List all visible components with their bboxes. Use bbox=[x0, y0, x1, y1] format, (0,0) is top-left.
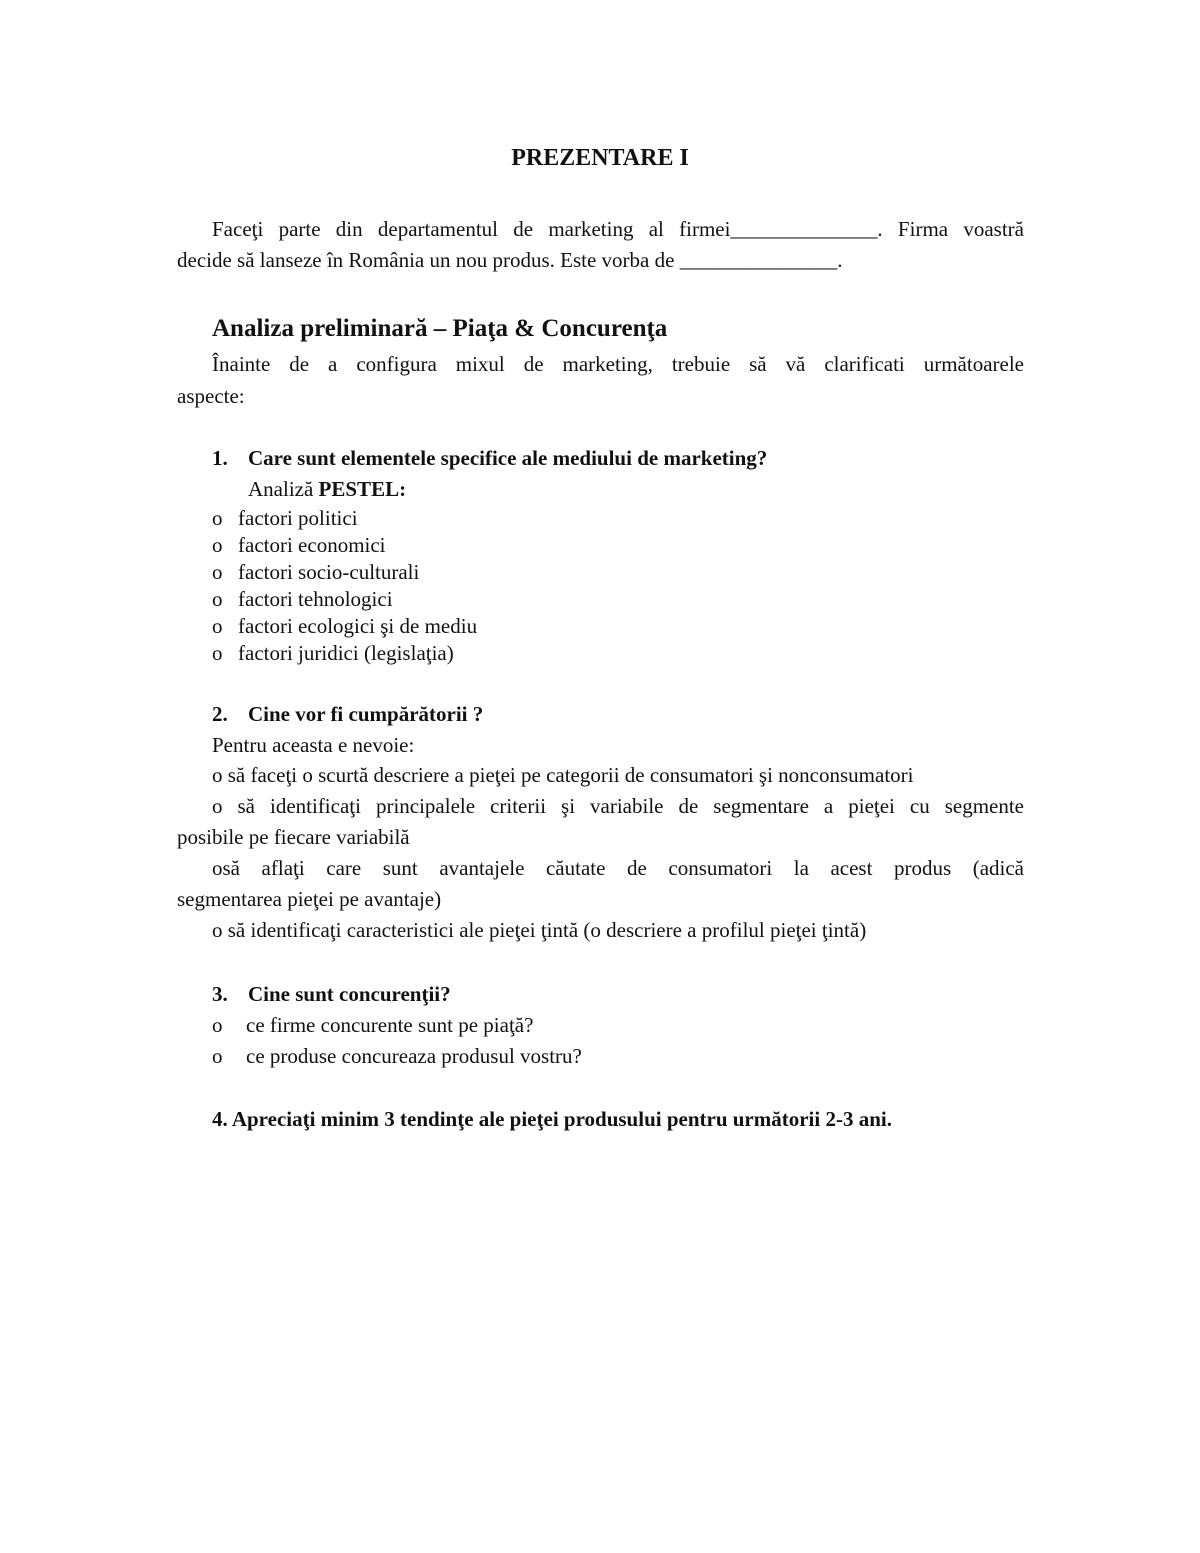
bullet-icon: o bbox=[212, 763, 223, 787]
bullet-icon: o bbox=[212, 533, 223, 557]
list-item bbox=[212, 641, 454, 666]
question-3 bbox=[212, 982, 451, 1007]
pestel-bold: PESTEL: bbox=[318, 477, 407, 501]
question-text: Cine sunt concurenţii? bbox=[248, 982, 451, 1006]
question-number: 1. bbox=[212, 446, 228, 470]
bullet-icon: o bbox=[212, 614, 223, 638]
list-item bbox=[212, 1044, 582, 1069]
list-item bbox=[212, 587, 393, 612]
list-item bbox=[212, 856, 1024, 881]
bullet-icon: o bbox=[212, 587, 223, 611]
pestel-prefix: Analiză bbox=[248, 477, 319, 501]
list-item-text: să identificaţi caracteristici ale pieţei ţintă (o descriere a profilul pieţei ţintă) bbox=[227, 918, 867, 942]
question-number: 3. bbox=[212, 982, 228, 1006]
list-item bbox=[212, 614, 477, 639]
list-item-text: factori ecologici şi de mediu bbox=[238, 614, 478, 638]
list-item bbox=[212, 918, 866, 943]
section-intro-line-1: Înainte de a configura mixul de marketing, trebuie să vă clarificati următoarele bbox=[212, 352, 1024, 376]
q2-intro: Pentru aceasta e nevoie: bbox=[212, 733, 415, 757]
bullet-icon: o bbox=[212, 506, 223, 530]
pestel-label bbox=[248, 477, 406, 502]
bullet-icon: o bbox=[212, 641, 223, 665]
question-4: 4. Apreciaţi minim 3 tendinţe ale pieţei produsului pentru următorii 2-3 ani. bbox=[212, 1107, 892, 1131]
intro-line-1: Faceţi parte din departamentul de marketing al firmei______________. Firma voastră bbox=[212, 217, 1024, 241]
list-item-text: ce produse concureaza produsul vostru? bbox=[246, 1044, 582, 1068]
question-number: 2. bbox=[212, 702, 228, 726]
intro-line-2: decide să lanseze în România un nou produs. Este vorba de _______________. bbox=[177, 248, 843, 272]
list-item-text: factori politici bbox=[238, 506, 358, 530]
question-2 bbox=[212, 702, 483, 727]
bullet-icon: o bbox=[212, 918, 223, 942]
bullet-icon: o bbox=[212, 1013, 223, 1037]
list-item bbox=[212, 560, 419, 585]
list-item-continuation: segmentarea pieţei pe avantaje) bbox=[177, 887, 442, 911]
bullet-icon: o bbox=[212, 560, 223, 584]
question-text: Care sunt elementele specifice ale mediului de marketing? bbox=[248, 446, 768, 470]
document-title: PREZENTARE I bbox=[511, 145, 689, 171]
list-item-text: factori economici bbox=[238, 533, 386, 557]
list-item-text: factori juridici (legislaţia) bbox=[238, 641, 454, 665]
section-heading: Analiza preliminară – Piaţa & Concurenţa bbox=[212, 315, 668, 342]
list-item-text: ce firme concurente sunt pe piaţă? bbox=[246, 1013, 534, 1037]
list-item-continuation: posibile pe fiecare variabilă bbox=[177, 825, 410, 849]
question-1 bbox=[212, 446, 767, 471]
bullet-icon: o bbox=[212, 1044, 223, 1068]
list-item bbox=[212, 533, 386, 558]
bullet-icon: o bbox=[212, 856, 223, 880]
list-item-text: factori tehnologici bbox=[238, 587, 393, 611]
question-text: Cine vor fi cumpărătorii ? bbox=[248, 702, 484, 726]
list-item-text: să identificaţi principalele criterii şi variabile de segmentare a pieţei cu segmente bbox=[237, 794, 1025, 818]
section-intro-line-2: aspecte: bbox=[177, 384, 245, 408]
list-item-text: să faceţi o scurtă descriere a pieţei pe categorii de consumatori şi nonconsumatori bbox=[227, 763, 914, 787]
list-item bbox=[212, 763, 913, 788]
list-item bbox=[212, 794, 1024, 819]
list-item-text: factori socio-culturali bbox=[238, 560, 420, 584]
list-item bbox=[212, 1013, 533, 1038]
list-item bbox=[212, 506, 358, 531]
bullet-icon: o bbox=[212, 794, 223, 818]
list-item-text: să aflaţi care sunt avantajele căutate de consumatori la acest produs (adică bbox=[222, 856, 1024, 880]
